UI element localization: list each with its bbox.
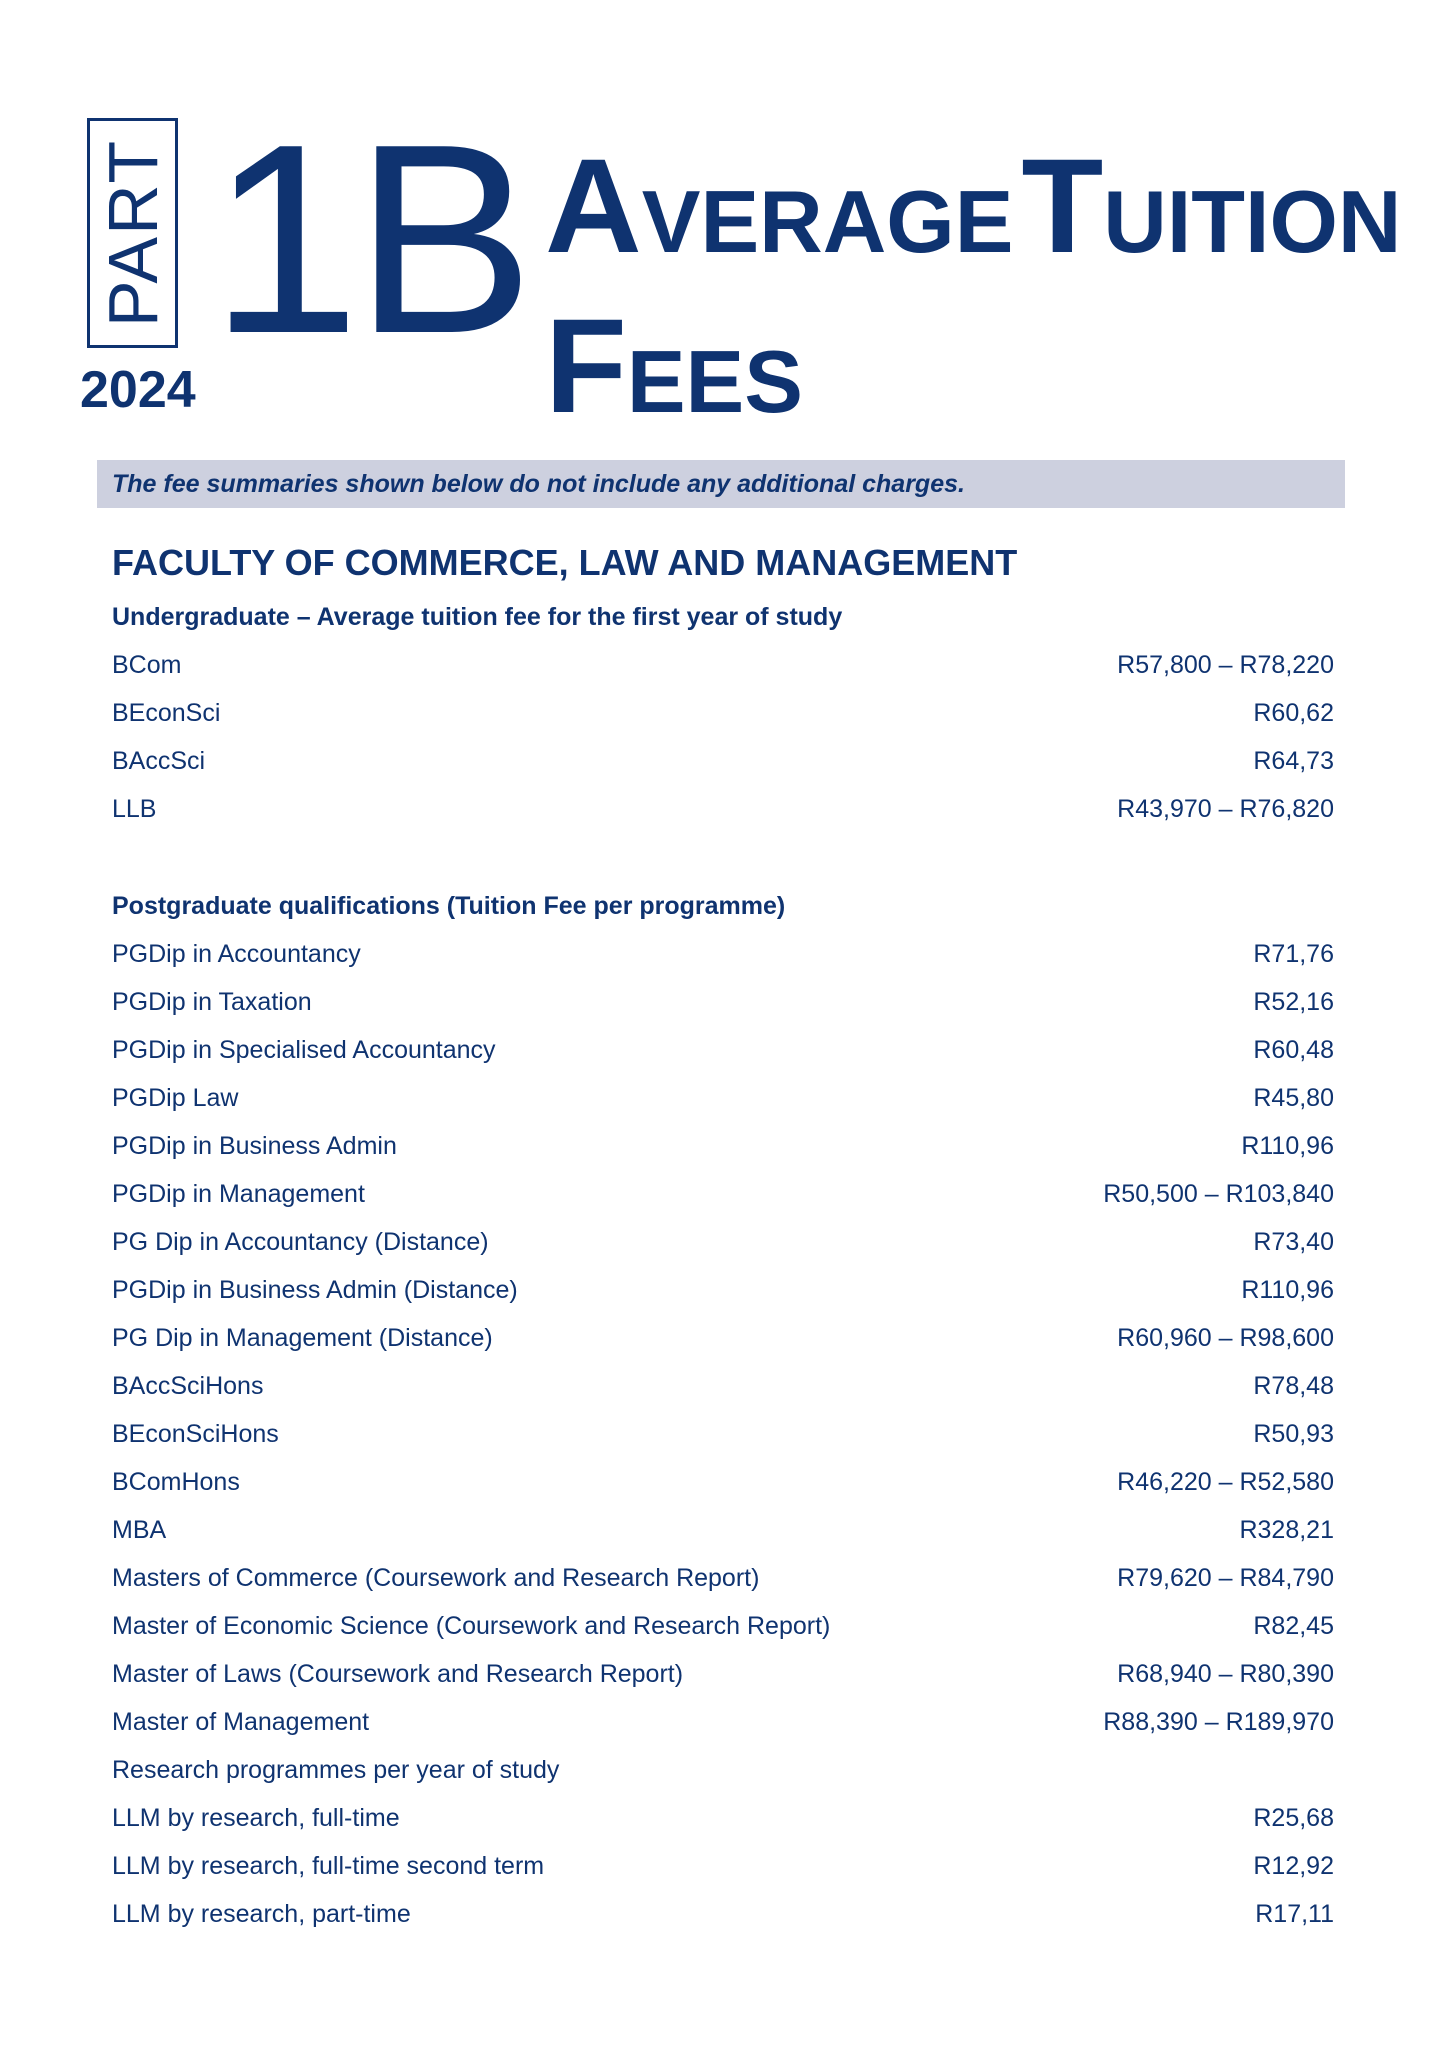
part-label-box xyxy=(87,118,178,348)
programme-fee: R50,500 – R103,840 xyxy=(1103,1180,1334,1208)
fee-row xyxy=(112,1036,1334,1072)
programme-fee: R79,620 – R84,790 xyxy=(1117,1564,1334,1592)
programme-name: BEconSciHons xyxy=(112,1420,279,1448)
programme-fee: R110,96 xyxy=(1241,1132,1334,1160)
programme-name: MBA xyxy=(112,1516,167,1544)
programme-name: PGDip in Accountancy xyxy=(112,940,361,968)
programme-name: PGDip in Business Admin (Distance) xyxy=(112,1276,518,1304)
title-word2-initial: T xyxy=(1021,132,1104,281)
programme-fee: R110,96 xyxy=(1241,1276,1334,1304)
programme-fee: R60,62 xyxy=(1253,699,1334,727)
postgraduate-heading: Postgraduate qualifications (Tuition Fee per programme) xyxy=(112,892,786,920)
programme-name: BAccSciHons xyxy=(112,1372,264,1400)
programme-fee: R328,21 xyxy=(1239,1516,1334,1544)
fee-row xyxy=(112,795,1334,831)
programme-name: LLM by research, part-time xyxy=(112,1900,411,1928)
title-word2-rest: UITION xyxy=(1103,172,1402,271)
section-code: 1B xyxy=(210,89,529,390)
programme-fee: R17,11 xyxy=(1255,1900,1334,1928)
programme-fee: R46,220 – R52,580 xyxy=(1117,1468,1334,1496)
fee-row xyxy=(112,1276,1334,1312)
programme-fee: R50,93 xyxy=(1253,1420,1334,1448)
programme-fee: R57,800 – R78,220 xyxy=(1117,651,1334,679)
programme-name: LLB xyxy=(112,795,157,823)
programme-fee: R12,92 xyxy=(1253,1852,1334,1880)
undergraduate-heading: Undergraduate – Average tuition fee for the first year of study xyxy=(112,603,843,631)
fee-row xyxy=(112,1756,1334,1792)
title-word3-initial: F xyxy=(545,292,627,441)
year-label: 2024 xyxy=(80,361,196,419)
programme-name: BEconSci xyxy=(112,699,221,727)
programme-fee: R60,48 xyxy=(1253,1036,1334,1064)
programme-name: PG Dip in Management (Distance) xyxy=(112,1324,493,1352)
page-title-line2 xyxy=(545,292,803,441)
fee-row xyxy=(112,1468,1334,1504)
programme-name: BComHons xyxy=(112,1468,240,1496)
programme-fee: R43,970 – R76,820 xyxy=(1117,795,1334,823)
fee-row xyxy=(112,988,1334,1024)
part-label: PART xyxy=(93,138,172,328)
fee-row xyxy=(112,1900,1334,1936)
programme-fee: R25,68 xyxy=(1253,1804,1334,1832)
programme-name: LLM by research, full-time second term xyxy=(112,1852,545,1880)
fee-row xyxy=(112,1084,1334,1120)
programme-fee: R68,940 – R80,390 xyxy=(1117,1660,1334,1688)
fee-row xyxy=(112,1420,1334,1456)
fee-row xyxy=(112,1852,1334,1888)
fee-row xyxy=(112,1324,1334,1360)
fee-row xyxy=(112,1660,1334,1696)
programme-name: Master of Economic Science (Coursework and Research Report) xyxy=(112,1612,831,1640)
programme-fee: R82,45 xyxy=(1253,1612,1334,1640)
fee-row xyxy=(112,651,1334,687)
fee-note-banner xyxy=(97,460,1345,508)
fee-row xyxy=(112,1372,1334,1408)
programme-fee: R52,16 xyxy=(1253,988,1334,1016)
title-word3-rest: EES xyxy=(626,332,803,431)
page-title-line1 xyxy=(545,132,1402,281)
programme-name: LLM by research, full-time xyxy=(112,1804,400,1832)
programme-name: Research programmes per year of study xyxy=(112,1756,560,1784)
fee-row xyxy=(112,940,1334,976)
programme-name: PGDip in Business Admin xyxy=(112,1132,397,1160)
programme-name: PGDip in Specialised Accountancy xyxy=(112,1036,496,1064)
title-word1-rest: VERAGE xyxy=(641,172,1014,271)
programme-name: Masters of Commerce (Coursework and Research Report) xyxy=(112,1564,760,1592)
programme-fee: R88,390 – R189,970 xyxy=(1103,1708,1334,1736)
programme-name: Master of Laws (Coursework and Research Report) xyxy=(112,1660,684,1688)
programme-fee: R64,73 xyxy=(1253,747,1334,775)
fee-row xyxy=(112,1612,1334,1648)
programme-fee: R73,40 xyxy=(1253,1228,1334,1256)
programme-name: Master of Management xyxy=(112,1708,370,1736)
fee-row xyxy=(112,1564,1334,1600)
programme-fee: R71,76 xyxy=(1253,940,1334,968)
fee-row xyxy=(112,1228,1334,1264)
fee-row xyxy=(112,1180,1334,1216)
fee-note-text: The fee summaries shown below do not include any additional charges. xyxy=(112,470,965,498)
fee-row xyxy=(112,699,1334,735)
programme-name: PGDip Law xyxy=(112,1084,239,1112)
programme-name: BAccSci xyxy=(112,747,206,775)
title-word1-initial: A xyxy=(545,132,642,281)
programme-name: PGDip in Taxation xyxy=(112,988,312,1016)
fee-row xyxy=(112,1708,1334,1744)
fee-row xyxy=(112,1516,1334,1552)
programme-fee: R60,960 – R98,600 xyxy=(1117,1324,1334,1352)
programme-name: PGDip in Management xyxy=(112,1180,365,1208)
programme-name: PG Dip in Accountancy (Distance) xyxy=(112,1228,489,1256)
faculty-heading: FACULTY OF COMMERCE, LAW AND MANAGEMENT xyxy=(112,542,1018,583)
fee-row xyxy=(112,747,1334,783)
programme-name: BCom xyxy=(112,651,182,679)
programme-fee: R78,48 xyxy=(1253,1372,1334,1400)
fee-row xyxy=(112,1132,1334,1168)
programme-fee: R45,80 xyxy=(1253,1084,1334,1112)
fee-row xyxy=(112,1804,1334,1840)
